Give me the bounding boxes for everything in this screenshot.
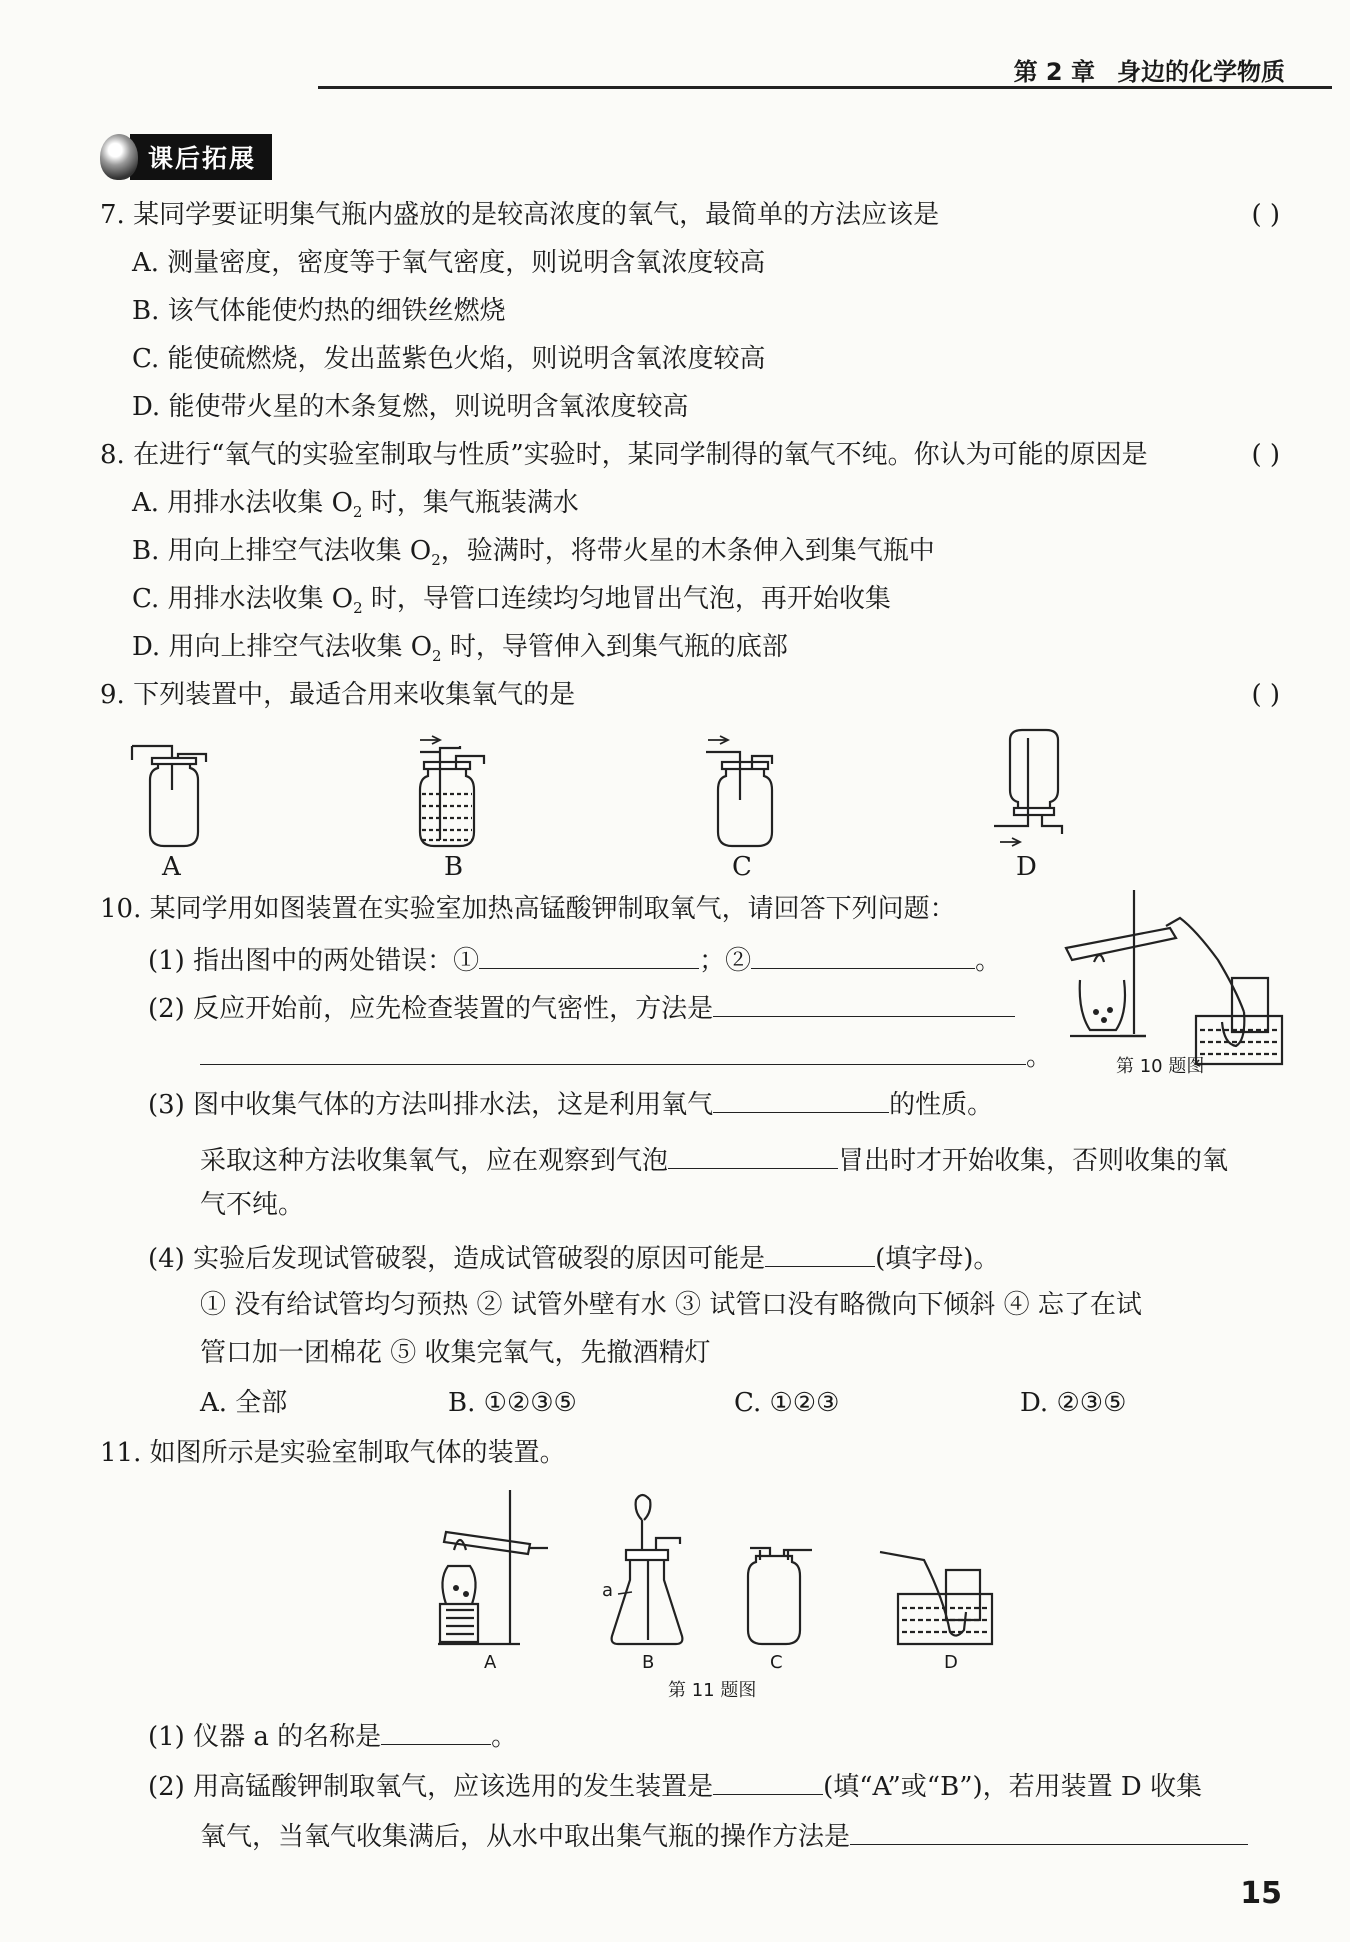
q11-label-b: B <box>642 1652 655 1673</box>
q10-part4: (4) 实验后发现试管破裂，造成试管破裂的原因可能是 (填字母)。 <box>148 1240 999 1274</box>
q9-bottle-c <box>706 736 772 846</box>
q11-blank-2[interactable] <box>713 1768 823 1795</box>
chapter-title: 身边的化学物质 <box>1117 58 1285 86</box>
q7-stem: 7. 某同学要证明集气瓶内盛放的是较高浓度的氧气，最简单的方法应该是 <box>100 200 940 230</box>
q10-part3-line3: 气不纯。 <box>200 1190 305 1220</box>
q10-stem: 10. 某同学用如图装置在实验室加热高锰酸钾制取氧气，请回答下列问题： <box>100 894 956 924</box>
q8-option-c: C. 用排水法收集 $O_2$ 时，导管口连续均匀地冒出气泡，再开始收集 <box>132 584 891 618</box>
q10-blank-1[interactable] <box>479 942 699 969</box>
q7-option-a: A. 测量密度，密度等于氧气密度，则说明含氧浓度较高 <box>132 248 766 278</box>
q7-option-c: C. 能使硫燃烧，发出蓝紫色火焰，则说明含氧浓度较高 <box>132 344 766 374</box>
q10-part2: (2) 反应开始前，应先检查装置的气密性，方法是 <box>148 990 1015 1024</box>
q9-bottle-d <box>994 730 1062 846</box>
q10-apparatus-figure <box>1066 890 1282 1064</box>
q11-apparatus-b <box>612 1495 683 1644</box>
q9-label-d: D <box>1016 852 1037 882</box>
q10-part3-line2: 采取这种方法收集氧气，应在观察到气泡 冒出时才开始收集，否则收集的氧 <box>200 1142 1228 1176</box>
q10-figure-caption: 第 10 题图 <box>1116 1056 1205 1077</box>
q11-instrument-label-a: a <box>602 1580 614 1601</box>
q9-bottle-a <box>132 746 206 846</box>
q7-option-d: D. 能使带火星的木条复燃，则说明含氧浓度较高 <box>132 392 689 422</box>
q10-part3: (3) 图中收集气体的方法叫排水法，这是利用氧气 的性质。 <box>148 1086 993 1120</box>
q10-reasons-line1: ① 没有给试管均匀预热 ② 试管外壁有水 ③ 试管口没有略微向下倾斜 ④ 忘了在试 <box>200 1290 1142 1320</box>
q11-apparatus-d <box>880 1552 992 1644</box>
q9-label-c: C <box>732 852 752 882</box>
q7-option-b: B. 该气体能使灼热的细铁丝燃烧 <box>132 296 506 326</box>
q8-option-b: B. 用向上排空气法收集 $O_2$，验满时，将带火星的木条伸入到集气瓶中 <box>132 536 935 570</box>
q11-part2: (2) 用高锰酸钾制取氧气，应该选用的发生装置是 (填“A”或“B”)，若用装置 D 收集 <box>148 1768 1202 1802</box>
section-tag-label: 课后拓展 <box>130 134 272 180</box>
q10-part1: (1) 指出图中的两处错误：① ；② 。 <box>148 942 1001 976</box>
q9-answer-paren[interactable]: ( ) <box>1251 680 1280 710</box>
q11-figure-caption: 第 11 题图 <box>668 1680 757 1701</box>
q11-label-a: A <box>484 1652 497 1673</box>
q11-part2-line2: 氧气，当氧气收集满后，从水中取出集气瓶的操作方法是 <box>200 1818 1248 1852</box>
q10-part2-line2: 。 <box>200 1038 1052 1072</box>
q11-blank-3[interactable] <box>850 1818 1248 1845</box>
q10-blank-2[interactable] <box>751 942 975 969</box>
q8-option-a: A. 用排水法收集 $O_2$ 时，集气瓶装满水 <box>132 488 579 522</box>
q10-blank-3[interactable] <box>713 990 1015 1017</box>
q9-label-a: A <box>162 852 181 882</box>
q10-blank-7[interactable] <box>765 1240 875 1267</box>
q10-choice-b: B. ①②③⑤ <box>448 1388 577 1418</box>
chapter-number: 第 2 章 <box>1013 58 1095 86</box>
q7-answer-paren[interactable]: ( ) <box>1251 200 1280 230</box>
q9-bottle-b <box>420 736 484 846</box>
q11-label-d: D <box>944 1652 958 1673</box>
lightbulb-icon <box>100 134 138 180</box>
q11-apparatus-c <box>748 1548 812 1644</box>
q11-stem: 11. 如图所示是实验室制取气体的装置。 <box>100 1438 566 1468</box>
q8-option-d: D. 用向上排空气法收集 $O_2$ 时，导管伸入到集气瓶的底部 <box>132 632 788 666</box>
q10-blank-4[interactable] <box>200 1038 1026 1065</box>
q10-reasons-line2: 管口加一团棉花 ⑤ 收集完氧气，先撤酒精灯 <box>200 1338 711 1368</box>
q9-stem: 9. 下列装置中，最适合用来收集氧气的是 <box>100 680 576 710</box>
q10-choice-d: D. ②③⑤ <box>1020 1388 1127 1418</box>
q8-stem: 8. 在进行“氧气的实验室制取与性质”实验时，某同学制得的氧气不纯。你认为可能的原因是 <box>100 440 1148 470</box>
q8-answer-paren[interactable]: ( ) <box>1251 440 1280 470</box>
q10-choice-a: A. 全部 <box>200 1388 288 1418</box>
page-number: 15 <box>1240 1876 1282 1911</box>
q10-choice-c: C. ①②③ <box>734 1388 840 1418</box>
q11-label-c: C <box>770 1652 783 1673</box>
q11-apparatus-a <box>438 1490 548 1644</box>
q9-label-b: B <box>444 852 464 882</box>
q11-blank-1[interactable] <box>381 1718 491 1745</box>
q11-part1: (1) 仪器 a 的名称是 。 <box>148 1718 517 1752</box>
q10-blank-6[interactable] <box>668 1142 838 1169</box>
q10-blank-5[interactable] <box>713 1086 889 1113</box>
